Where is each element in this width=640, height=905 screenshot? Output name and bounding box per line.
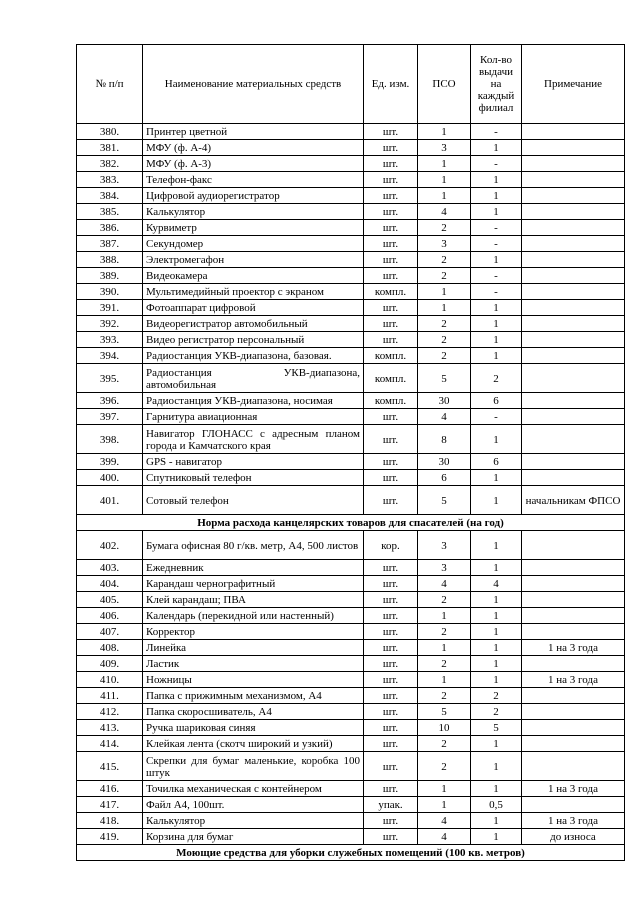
unit-of-measure: компл.	[364, 348, 418, 364]
branch-quantity: -	[471, 156, 522, 172]
unit-of-measure: компл.	[364, 393, 418, 409]
item-name: Радиостанция УКВ-диапазона, автомобильная	[143, 364, 364, 393]
item-name: Клейкая лента (скотч широкий и узкий)	[143, 736, 364, 752]
row-number: 392.	[77, 316, 143, 332]
unit-of-measure: шт.	[364, 829, 418, 845]
table-row	[77, 284, 625, 300]
item-name: Калькулятор	[143, 204, 364, 220]
table-row	[77, 720, 625, 736]
item-name: Корректор	[143, 624, 364, 640]
pso-quantity: 1	[418, 300, 471, 316]
table-row	[77, 576, 625, 592]
row-number: 402.	[77, 531, 143, 560]
table-row	[77, 300, 625, 316]
branch-quantity: -	[471, 284, 522, 300]
row-note	[522, 531, 625, 560]
row-number: 381.	[77, 140, 143, 156]
row-number: 405.	[77, 592, 143, 608]
row-note	[522, 752, 625, 781]
stationery-rows	[77, 531, 625, 845]
row-number: 406.	[77, 608, 143, 624]
row-note	[522, 316, 625, 332]
header-num: № п/п	[77, 45, 143, 124]
section-header-row	[77, 515, 625, 531]
unit-of-measure: кор.	[364, 531, 418, 560]
table-row	[77, 704, 625, 720]
item-name: Карандаш чернографитный	[143, 576, 364, 592]
unit-of-measure: шт.	[364, 486, 418, 515]
row-note	[522, 704, 625, 720]
unit-of-measure: шт.	[364, 300, 418, 316]
pso-quantity: 2	[418, 624, 471, 640]
branch-quantity: -	[471, 124, 522, 140]
pso-quantity: 5	[418, 364, 471, 393]
table-row	[77, 813, 625, 829]
unit-of-measure: шт.	[364, 316, 418, 332]
header-pso: ПСО	[418, 45, 471, 124]
table-row	[77, 140, 625, 156]
unit-of-measure: шт.	[364, 592, 418, 608]
unit-of-measure: шт.	[364, 236, 418, 252]
row-number: 396.	[77, 393, 143, 409]
unit-of-measure: шт.	[364, 640, 418, 656]
table-row	[77, 409, 625, 425]
branch-quantity: 4	[471, 576, 522, 592]
row-note	[522, 332, 625, 348]
section-title-stationery: Норма расхода канцелярских товаров для спасателей (на год)	[77, 515, 625, 531]
pso-quantity: 2	[418, 252, 471, 268]
branch-quantity: 1	[471, 624, 522, 640]
row-number: 400.	[77, 470, 143, 486]
branch-quantity: 1	[471, 332, 522, 348]
unit-of-measure: шт.	[364, 736, 418, 752]
pso-quantity: 4	[418, 829, 471, 845]
unit-of-measure: шт.	[364, 720, 418, 736]
pso-quantity: 1	[418, 672, 471, 688]
branch-quantity: 1	[471, 752, 522, 781]
materials-table	[76, 44, 625, 861]
row-number: 385.	[77, 204, 143, 220]
table-row	[77, 393, 625, 409]
table-row	[77, 640, 625, 656]
unit-of-measure: шт.	[364, 252, 418, 268]
pso-quantity: 2	[418, 220, 471, 236]
row-note	[522, 300, 625, 316]
item-name: Видеокамера	[143, 268, 364, 284]
row-number: 403.	[77, 560, 143, 576]
unit-of-measure: шт.	[364, 172, 418, 188]
table-row	[77, 316, 625, 332]
branch-quantity: 1	[471, 252, 522, 268]
unit-of-measure: шт.	[364, 204, 418, 220]
row-number: 395.	[77, 364, 143, 393]
row-note	[522, 124, 625, 140]
pso-quantity: 3	[418, 140, 471, 156]
item-name: Папка скоросшиватель, А4	[143, 704, 364, 720]
item-name: Ластик	[143, 656, 364, 672]
branch-quantity: 1	[471, 425, 522, 454]
unit-of-measure: шт.	[364, 140, 418, 156]
unit-of-measure: шт.	[364, 188, 418, 204]
branch-quantity: 1	[471, 300, 522, 316]
equipment-rows	[77, 124, 625, 515]
pso-quantity: 8	[418, 425, 471, 454]
item-name: Калькулятор	[143, 813, 364, 829]
pso-quantity: 4	[418, 576, 471, 592]
branch-quantity: 1	[471, 608, 522, 624]
branch-quantity: 6	[471, 393, 522, 409]
pso-quantity: 2	[418, 656, 471, 672]
section-header-row	[77, 845, 625, 861]
table-row	[77, 531, 625, 560]
row-note	[522, 156, 625, 172]
table-row	[77, 608, 625, 624]
unit-of-measure: шт.	[364, 425, 418, 454]
row-note	[522, 364, 625, 393]
row-number: 399.	[77, 454, 143, 470]
pso-quantity: 2	[418, 592, 471, 608]
item-name: GPS - навигатор	[143, 454, 364, 470]
branch-quantity: 1	[471, 640, 522, 656]
item-name: Точилка механическая с контейнером	[143, 781, 364, 797]
row-number: 397.	[77, 409, 143, 425]
branch-quantity: 1	[471, 829, 522, 845]
pso-quantity: 30	[418, 454, 471, 470]
table-row	[77, 560, 625, 576]
row-note: 1 на 3 года	[522, 640, 625, 656]
row-number: 384.	[77, 188, 143, 204]
row-note	[522, 736, 625, 752]
pso-quantity: 30	[418, 393, 471, 409]
table-row	[77, 425, 625, 454]
row-note	[522, 284, 625, 300]
row-note	[522, 409, 625, 425]
table-row	[77, 592, 625, 608]
unit-of-measure: шт.	[364, 624, 418, 640]
item-name: Спутниковый телефон	[143, 470, 364, 486]
row-number: 389.	[77, 268, 143, 284]
table-row	[77, 220, 625, 236]
row-note	[522, 236, 625, 252]
row-number: 417.	[77, 797, 143, 813]
table-row	[77, 252, 625, 268]
branch-quantity: 1	[471, 486, 522, 515]
pso-quantity: 2	[418, 688, 471, 704]
branch-quantity: 5	[471, 720, 522, 736]
branch-quantity: 0,5	[471, 797, 522, 813]
row-note	[522, 560, 625, 576]
pso-quantity: 2	[418, 316, 471, 332]
pso-quantity: 2	[418, 752, 471, 781]
row-note	[522, 348, 625, 364]
item-name: Сотовый телефон	[143, 486, 364, 515]
branch-quantity: 2	[471, 688, 522, 704]
branch-quantity: 1	[471, 140, 522, 156]
unit-of-measure: шт.	[364, 220, 418, 236]
pso-quantity: 1	[418, 188, 471, 204]
pso-quantity: 4	[418, 813, 471, 829]
unit-of-measure: шт.	[364, 688, 418, 704]
pso-quantity: 10	[418, 720, 471, 736]
row-note	[522, 252, 625, 268]
pso-quantity: 4	[418, 409, 471, 425]
row-number: 398.	[77, 425, 143, 454]
unit-of-measure: компл.	[364, 284, 418, 300]
row-note	[522, 268, 625, 284]
unit-of-measure: компл.	[364, 364, 418, 393]
branch-quantity: 1	[471, 348, 522, 364]
branch-quantity: 1	[471, 560, 522, 576]
unit-of-measure: шт.	[364, 454, 418, 470]
pso-quantity: 1	[418, 124, 471, 140]
unit-of-measure: шт.	[364, 752, 418, 781]
section-stationery	[77, 515, 625, 531]
unit-of-measure: шт.	[364, 608, 418, 624]
table-row	[77, 656, 625, 672]
row-note	[522, 576, 625, 592]
item-name: Линейка	[143, 640, 364, 656]
pso-quantity: 1	[418, 797, 471, 813]
item-name: Радиостанция УКВ-диапазона, носимая	[143, 393, 364, 409]
table-row	[77, 332, 625, 348]
row-number: 418.	[77, 813, 143, 829]
row-note: 1 на 3 года	[522, 672, 625, 688]
table-row	[77, 268, 625, 284]
pso-quantity: 1	[418, 284, 471, 300]
row-number: 386.	[77, 220, 143, 236]
table-row	[77, 688, 625, 704]
item-name: Скрепки для бумаг маленькие, коробка 100 штук	[143, 752, 364, 781]
section-title-cleaning: Моющие средства для уборки служебных помещений (100 кв. метров)	[77, 845, 625, 861]
row-number: 404.	[77, 576, 143, 592]
unit-of-measure: упак.	[364, 797, 418, 813]
item-name: Клей карандаш; ПВА	[143, 592, 364, 608]
row-number: 412.	[77, 704, 143, 720]
table-row	[77, 236, 625, 252]
branch-quantity: 1	[471, 813, 522, 829]
item-name: Секундомер	[143, 236, 364, 252]
branch-quantity: 1	[471, 656, 522, 672]
row-number: 390.	[77, 284, 143, 300]
row-number: 387.	[77, 236, 143, 252]
row-number: 382.	[77, 156, 143, 172]
unit-of-measure: шт.	[364, 781, 418, 797]
row-note	[522, 624, 625, 640]
unit-of-measure: шт.	[364, 124, 418, 140]
unit-of-measure: шт.	[364, 672, 418, 688]
table-row	[77, 781, 625, 797]
branch-quantity: 6	[471, 454, 522, 470]
row-note	[522, 797, 625, 813]
unit-of-measure: шт.	[364, 268, 418, 284]
branch-quantity: 2	[471, 364, 522, 393]
branch-quantity: -	[471, 236, 522, 252]
row-note	[522, 188, 625, 204]
row-note	[522, 204, 625, 220]
item-name: Фотоаппарат цифровой	[143, 300, 364, 316]
row-number: 419.	[77, 829, 143, 845]
pso-quantity: 1	[418, 172, 471, 188]
pso-quantity: 5	[418, 704, 471, 720]
branch-quantity: -	[471, 409, 522, 425]
row-number: 394.	[77, 348, 143, 364]
row-note: начальникам ФПСО	[522, 486, 625, 515]
branch-quantity: -	[471, 220, 522, 236]
item-name: Ручка шариковая синяя	[143, 720, 364, 736]
branch-quantity: 2	[471, 704, 522, 720]
branch-quantity: 1	[471, 316, 522, 332]
unit-of-measure: шт.	[364, 813, 418, 829]
branch-quantity: 1	[471, 188, 522, 204]
row-note	[522, 220, 625, 236]
branch-quantity: 1	[471, 531, 522, 560]
row-note: 1 на 3 года	[522, 781, 625, 797]
table-row	[77, 752, 625, 781]
branch-quantity: 1	[471, 736, 522, 752]
table-row	[77, 348, 625, 364]
item-name: Гарнитура авиационная	[143, 409, 364, 425]
pso-quantity: 2	[418, 736, 471, 752]
table-row	[77, 672, 625, 688]
table-header-row	[77, 45, 625, 124]
unit-of-measure: шт.	[364, 656, 418, 672]
header-qty: Кол-во выдачи на каждый филиал	[471, 45, 522, 124]
row-number: 413.	[77, 720, 143, 736]
row-number: 388.	[77, 252, 143, 268]
row-number: 391.	[77, 300, 143, 316]
branch-quantity: 1	[471, 781, 522, 797]
item-name: Видеорегистратор автомобильный	[143, 316, 364, 332]
branch-quantity: 1	[471, 470, 522, 486]
branch-quantity: 1	[471, 672, 522, 688]
item-name: Принтер цветной	[143, 124, 364, 140]
table-row	[77, 624, 625, 640]
pso-quantity: 1	[418, 156, 471, 172]
item-name: Папка с прижимным механизмом, А4	[143, 688, 364, 704]
item-name: МФУ (ф. А-3)	[143, 156, 364, 172]
unit-of-measure: шт.	[364, 470, 418, 486]
pso-quantity: 4	[418, 204, 471, 220]
row-note	[522, 172, 625, 188]
row-number: 383.	[77, 172, 143, 188]
row-number: 415.	[77, 752, 143, 781]
header-unit: Ед. изм.	[364, 45, 418, 124]
header-name: Наименование материальных средств	[143, 45, 364, 124]
item-name: Ежедневник	[143, 560, 364, 576]
row-number: 380.	[77, 124, 143, 140]
item-name: Ножницы	[143, 672, 364, 688]
row-note	[522, 592, 625, 608]
section-cleaning	[77, 845, 625, 861]
item-name: Цифровой аудиорегистратор	[143, 188, 364, 204]
table-row	[77, 736, 625, 752]
item-name: Календарь (перекидной или настенный)	[143, 608, 364, 624]
row-note	[522, 393, 625, 409]
row-note: 1 на 3 года	[522, 813, 625, 829]
pso-quantity: 6	[418, 470, 471, 486]
header-note: Примечание	[522, 45, 625, 124]
table-row	[77, 486, 625, 515]
unit-of-measure: шт.	[364, 409, 418, 425]
row-number: 401.	[77, 486, 143, 515]
branch-quantity: 1	[471, 172, 522, 188]
branch-quantity: -	[471, 268, 522, 284]
branch-quantity: 1	[471, 204, 522, 220]
row-note	[522, 140, 625, 156]
unit-of-measure: шт.	[364, 704, 418, 720]
row-number: 408.	[77, 640, 143, 656]
row-note	[522, 688, 625, 704]
row-number: 409.	[77, 656, 143, 672]
item-name: Бумага офисная 80 г/кв. метр, А4, 500 листов	[143, 531, 364, 560]
row-number: 407.	[77, 624, 143, 640]
item-name: Файл А4, 100шт.	[143, 797, 364, 813]
table-row	[77, 797, 625, 813]
table-row	[77, 470, 625, 486]
unit-of-measure: шт.	[364, 156, 418, 172]
unit-of-measure: шт.	[364, 576, 418, 592]
row-number: 411.	[77, 688, 143, 704]
row-number: 414.	[77, 736, 143, 752]
pso-quantity: 1	[418, 781, 471, 797]
item-name: Видео регистратор персональный	[143, 332, 364, 348]
pso-quantity: 2	[418, 268, 471, 284]
row-number: 410.	[77, 672, 143, 688]
table-row	[77, 364, 625, 393]
item-name: Электромегафон	[143, 252, 364, 268]
pso-quantity: 3	[418, 236, 471, 252]
table-row	[77, 829, 625, 845]
row-note	[522, 720, 625, 736]
row-number: 393.	[77, 332, 143, 348]
table-row	[77, 156, 625, 172]
row-note	[522, 425, 625, 454]
table-row	[77, 188, 625, 204]
table-row	[77, 204, 625, 220]
pso-quantity: 1	[418, 640, 471, 656]
pso-quantity: 5	[418, 486, 471, 515]
pso-quantity: 2	[418, 332, 471, 348]
table-row	[77, 124, 625, 140]
item-name: Мультимедийный проектор с экраном	[143, 284, 364, 300]
item-name: МФУ (ф. А-4)	[143, 140, 364, 156]
pso-quantity: 1	[418, 608, 471, 624]
pso-quantity: 2	[418, 348, 471, 364]
item-name: Телефон-факс	[143, 172, 364, 188]
row-number: 416.	[77, 781, 143, 797]
pso-quantity: 3	[418, 531, 471, 560]
table-row	[77, 172, 625, 188]
unit-of-measure: шт.	[364, 332, 418, 348]
item-name: Навигатор ГЛОНАСС с адресным планом города и Камчатского края	[143, 425, 364, 454]
pso-quantity: 3	[418, 560, 471, 576]
item-name: Курвиметр	[143, 220, 364, 236]
branch-quantity: 1	[471, 592, 522, 608]
row-note	[522, 656, 625, 672]
table-row	[77, 454, 625, 470]
unit-of-measure: шт.	[364, 560, 418, 576]
row-note	[522, 470, 625, 486]
row-note	[522, 608, 625, 624]
item-name: Корзина для бумаг	[143, 829, 364, 845]
row-note: до износа	[522, 829, 625, 845]
row-note	[522, 454, 625, 470]
item-name: Радиостанция УКВ-диапазона, базовая.	[143, 348, 364, 364]
